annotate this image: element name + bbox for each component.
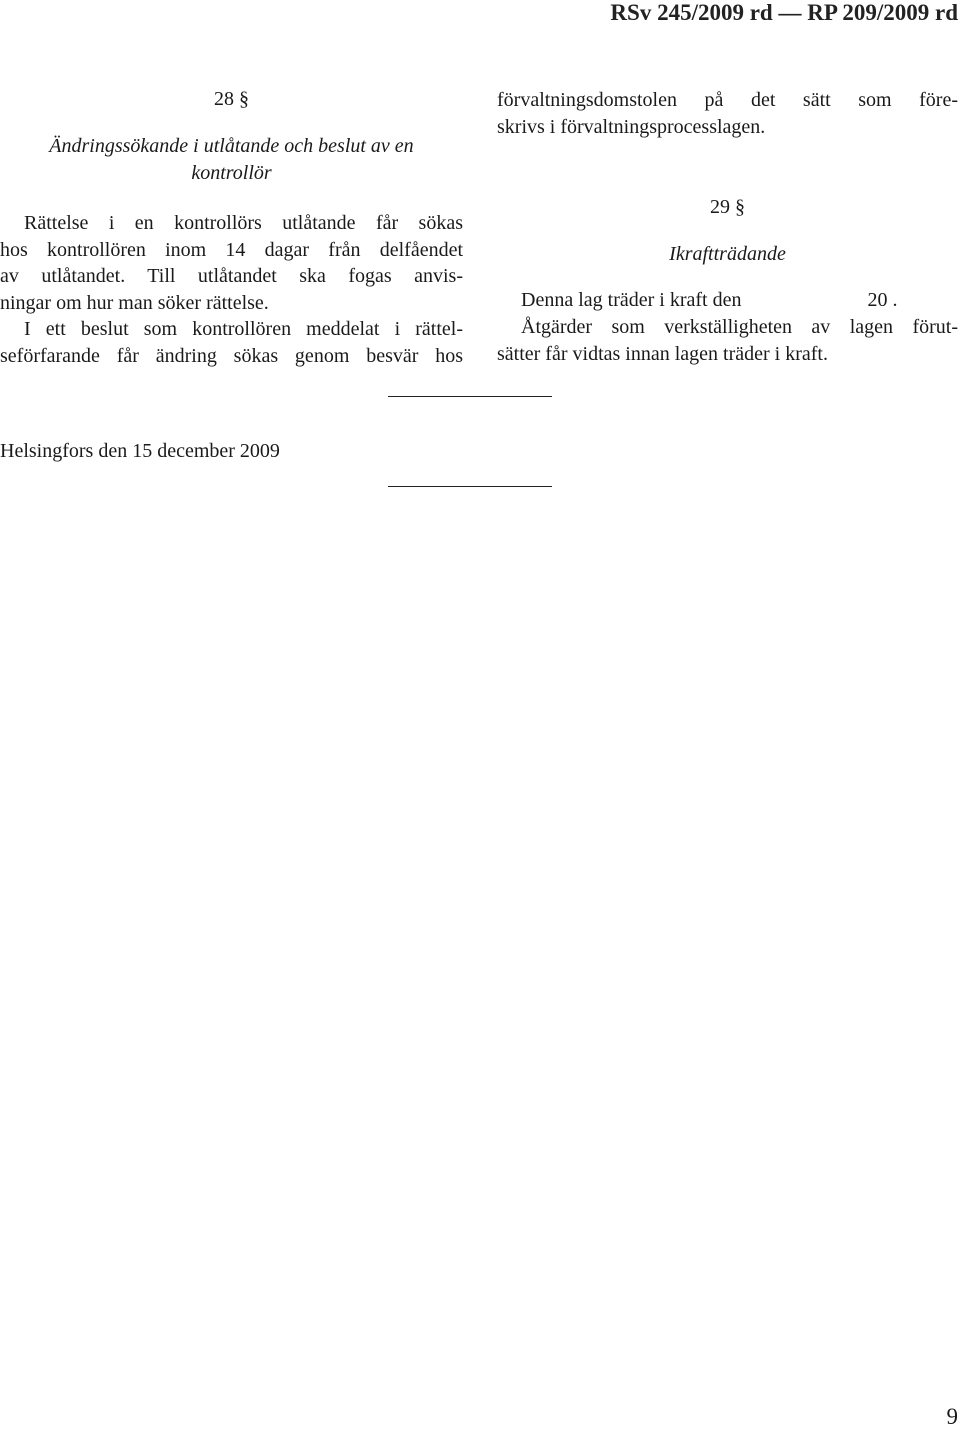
separator-rule	[388, 396, 552, 397]
paragraph-line: seförfarande får ändring sökas genom besvär hos	[0, 344, 463, 367]
section-28-title	[0, 133, 463, 186]
paragraph-line: skrivs i förvaltningsprocesslagen.	[497, 115, 766, 138]
section-28-number: 28 §	[214, 88, 249, 110]
paragraph-line: hos kontrollören inom 14 dagar från delfåendet	[0, 238, 463, 261]
section-29-title: Ikraftträdande	[669, 243, 786, 265]
section-29-number: 29 §	[710, 196, 745, 218]
paragraph-line: Åtgärder som verkställigheten av lagen förut-	[521, 316, 958, 338]
paragraph-line: förvaltningsdomstolen på det sätt som före-	[497, 89, 958, 111]
signature-place-date: Helsingfors den 15 december 2009	[0, 440, 280, 462]
entry-into-force-text: Denna lag träder i kraft den	[521, 289, 742, 311]
entry-into-force-year: 20 .	[867, 289, 898, 311]
section-28-continuation	[497, 87, 958, 140]
entry-into-force-line	[497, 287, 958, 314]
page-number: 9	[946, 1404, 958, 1429]
paragraph-line: sätter får vidtas innan lagen träder i kraft.	[497, 342, 828, 365]
section-28-paragraph-1	[0, 210, 463, 316]
separator-rule	[388, 486, 552, 487]
paragraph-line: I ett beslut som kontrollören meddelat i rättel-	[24, 318, 463, 340]
section-29-paragraph-2	[497, 314, 958, 367]
paragraph-line: av utlåtandet. Till utlåtandet ska fogas anvis-	[0, 265, 463, 288]
section-28-title-line1: Ändringssökande i utlåtande och beslut av en	[49, 135, 414, 157]
paragraph-line: Rättelse i en kontrollörs utlåtande får sökas	[24, 212, 463, 234]
section-29-paragraph-1	[497, 287, 958, 314]
section-28-title-line2: kontrollör	[191, 161, 272, 184]
document-reference: RSv 245/2009 rd — RP 209/2009 rd	[610, 0, 958, 25]
paragraph-line: ningar om hur man söker rättelse.	[0, 291, 269, 314]
section-28-paragraph-2	[0, 316, 463, 369]
